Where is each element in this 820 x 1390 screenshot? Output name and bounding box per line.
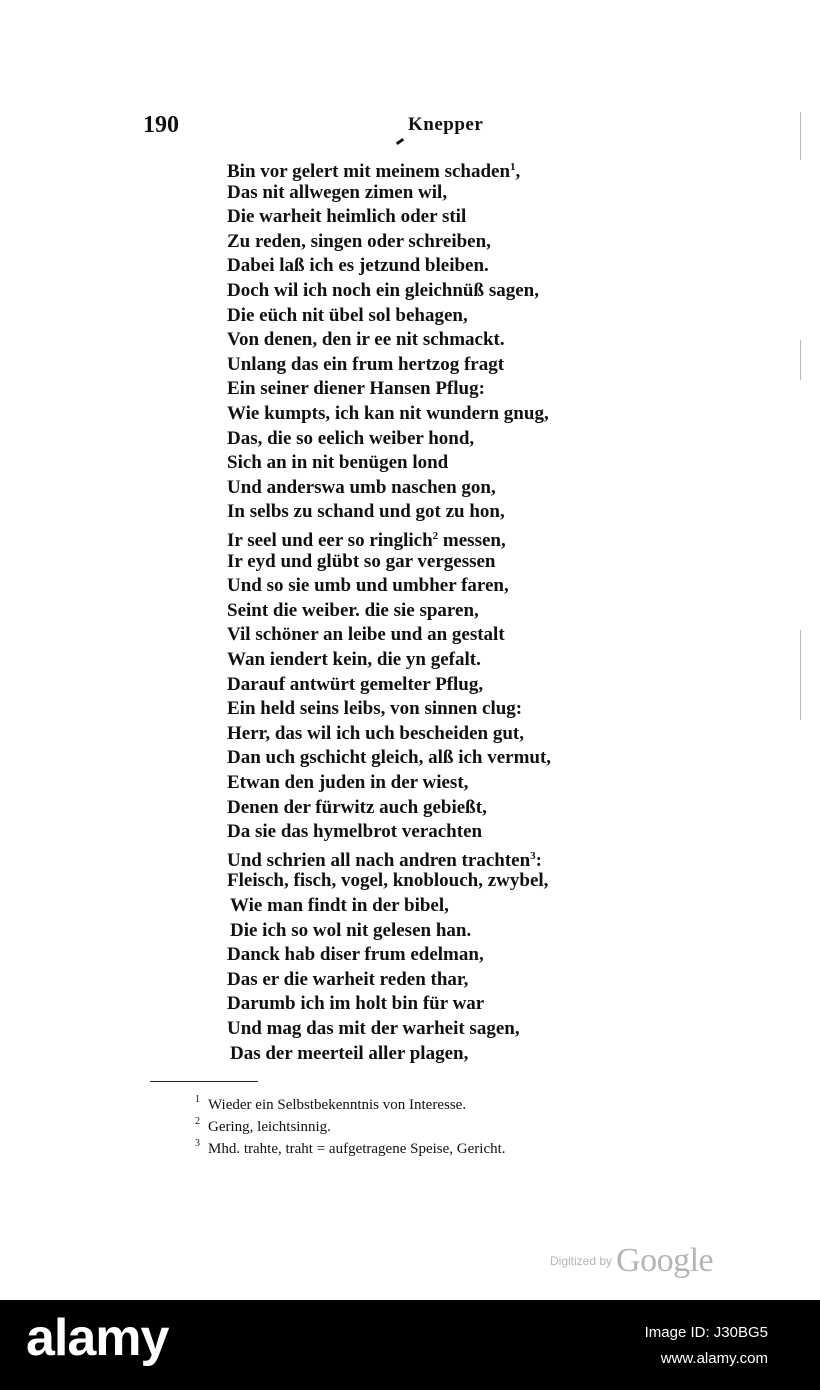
footnote-text: Gering, leichtsinnig. <box>208 1119 331 1135</box>
poem-line-tail: : <box>535 849 542 871</box>
site-url: www.alamy.com <box>660 1350 768 1367</box>
poem-line <box>227 1016 520 1041</box>
poem-line <box>227 770 468 795</box>
footnote-reference: 3 <box>530 849 536 862</box>
poem-line-text: Und so sie umb und umbher faren, <box>227 575 509 597</box>
poem-line <box>227 622 505 647</box>
poem-line-text: Und schrien all nach andren trachten <box>227 849 531 871</box>
poem-line <box>227 819 482 844</box>
poem-line <box>227 721 524 746</box>
poem-line-text: Die warheit heimlich oder stil <box>227 206 467 228</box>
poem-line-text: Zu reden, singen oder schreiben, <box>227 230 491 252</box>
footnote-reference: 2 <box>432 530 439 542</box>
poem-line <box>230 1041 468 1066</box>
poem-line <box>227 303 468 328</box>
poem-line <box>227 155 520 180</box>
poem-line <box>227 401 549 426</box>
footnote-text: Wieder ein Selbstbekenntnis von Interesse. <box>208 1097 467 1113</box>
footnote-reference: 1 <box>510 161 516 173</box>
poem-line <box>227 991 484 1016</box>
poem-line <box>227 524 506 549</box>
poem-line-text: Denen der fürwitz auch gebießt, <box>227 796 487 818</box>
poem-line-text: Die ich so wol nit gelesen han. <box>230 919 472 941</box>
print-speck <box>396 138 404 145</box>
poem-line <box>227 180 447 205</box>
page-edge-line <box>800 340 801 380</box>
image-id: Image ID: J30BG5 <box>644 1324 768 1341</box>
poem-line-text: Da sie das hymelbrot verachten <box>227 821 483 843</box>
poem-line-text: Ir eyd und glübt so gar vergessen <box>227 550 496 572</box>
footnote-mark: 1 <box>195 1094 200 1105</box>
page-edge-line <box>800 112 801 160</box>
poem-line <box>227 229 491 254</box>
poem-line <box>227 499 505 524</box>
poem-line <box>227 204 466 229</box>
poem-line-text: Wie kumpts, ich kan nit wundern gnug, <box>227 403 549 424</box>
poem-line <box>227 450 448 475</box>
footnote-mark: 2 <box>195 1116 200 1127</box>
footnote-text: Mhd. trahte, traht = aufgetragene Speise, Gericht. <box>208 1141 506 1157</box>
poem-line-text: Vil schöner an leibe und an gestalt <box>227 624 505 646</box>
poem-line <box>227 696 522 721</box>
poem-line-text: Das er die warheit reden thar, <box>227 968 469 990</box>
poem-line-text: Wie man findt in der bibel, <box>230 895 449 916</box>
poem-line-text: Das nit allwegen zimen wil, <box>227 181 448 203</box>
poem-line <box>227 942 484 967</box>
poem-line-text: Sich an in nit benügen lond <box>227 452 449 474</box>
poem-line-text: Das, die so eelich weiber hond, <box>227 427 475 449</box>
poem-line-text: Darauf antwürt gemelter Pflug, <box>227 673 484 695</box>
poem-line <box>227 278 539 303</box>
google-watermark <box>550 1242 713 1280</box>
poem-line-tail: , <box>515 161 521 182</box>
poem-line <box>227 549 496 574</box>
poem-line <box>230 918 471 943</box>
poem-line <box>227 426 474 451</box>
poem-line <box>227 475 496 500</box>
poem-line-text: Das der meerteil aller plagen, <box>230 1042 469 1064</box>
poem-line <box>227 647 481 672</box>
poem-line-text: Doch wil ich noch ein gleichnüß sagen, <box>227 280 539 301</box>
poem-line-text: Ein seiner diener Hansen Pflug: <box>227 378 485 400</box>
poem-line-text: Ein held seins leibs, von sinnen clug: <box>227 698 523 720</box>
poem-line <box>227 745 551 770</box>
stock-photo-banner <box>0 1300 820 1390</box>
poem-line-text: Etwan den juden in der wiest, <box>227 772 469 793</box>
page-edge-line <box>800 630 801 720</box>
poem-line-text: Darumb ich im holt bin für war <box>227 993 485 1015</box>
poem-line-text: Ir seel und eer so ringlich <box>227 530 433 551</box>
alamy-logo: alamy <box>26 1309 169 1367</box>
poem-line <box>230 893 449 918</box>
poem-line-text: Unlang das ein frum hertzog fragt <box>227 353 505 375</box>
poem-line <box>227 327 505 352</box>
poem-line-text: Von denen, den ir ee nit schmackt. <box>227 329 505 351</box>
poem-line-text: Danck hab diser frum edelman, <box>227 944 484 966</box>
running-title: Knepper <box>408 114 484 135</box>
poem-line <box>227 598 479 623</box>
poem-line-text: Dabei laß ich es jetzund bleiben. <box>227 255 489 277</box>
watermark-prefix: Digitized by <box>550 1254 613 1268</box>
poem-line-text: Und mag das mit der warheit sagen, <box>227 1018 520 1039</box>
footnote-mark: 3 <box>195 1138 200 1149</box>
poem-line <box>227 795 487 820</box>
poem-line <box>227 868 548 893</box>
poem-line <box>227 672 483 697</box>
poem-line-tail: messen, <box>438 530 506 551</box>
poem-line <box>227 967 468 992</box>
poem-line-text: In selbs zu schand und got zu hon, <box>227 501 505 523</box>
footnote-separator <box>150 1081 258 1082</box>
poem-line-text: Wan iendert kein, die yn gefalt. <box>227 649 481 670</box>
poem-line <box>227 352 504 377</box>
poem-line-text: Herr, das wil ich uch bescheiden gut, <box>227 722 524 744</box>
poem-line-text: Dan uch gschicht gleich, alß ich vermut, <box>227 747 552 769</box>
poem-line <box>227 376 485 401</box>
poem-line-text: Seint die weiber. die sie sparen, <box>227 599 479 621</box>
page-number: 190 <box>143 112 179 138</box>
poem-line-text: Bin vor gelert mit meinem schaden <box>227 161 511 182</box>
poem-line <box>227 253 489 278</box>
poem-line <box>227 573 509 598</box>
poem-line <box>227 844 542 869</box>
poem-line-text: Fleisch, fisch, vogel, knoblouch, zwybel, <box>227 870 549 892</box>
poem-line-text: Die eüch nit übel sol behagen, <box>227 304 468 326</box>
google-logo: Google <box>616 1242 714 1279</box>
poem-line-text: Und anderswa umb naschen gon, <box>227 476 496 498</box>
